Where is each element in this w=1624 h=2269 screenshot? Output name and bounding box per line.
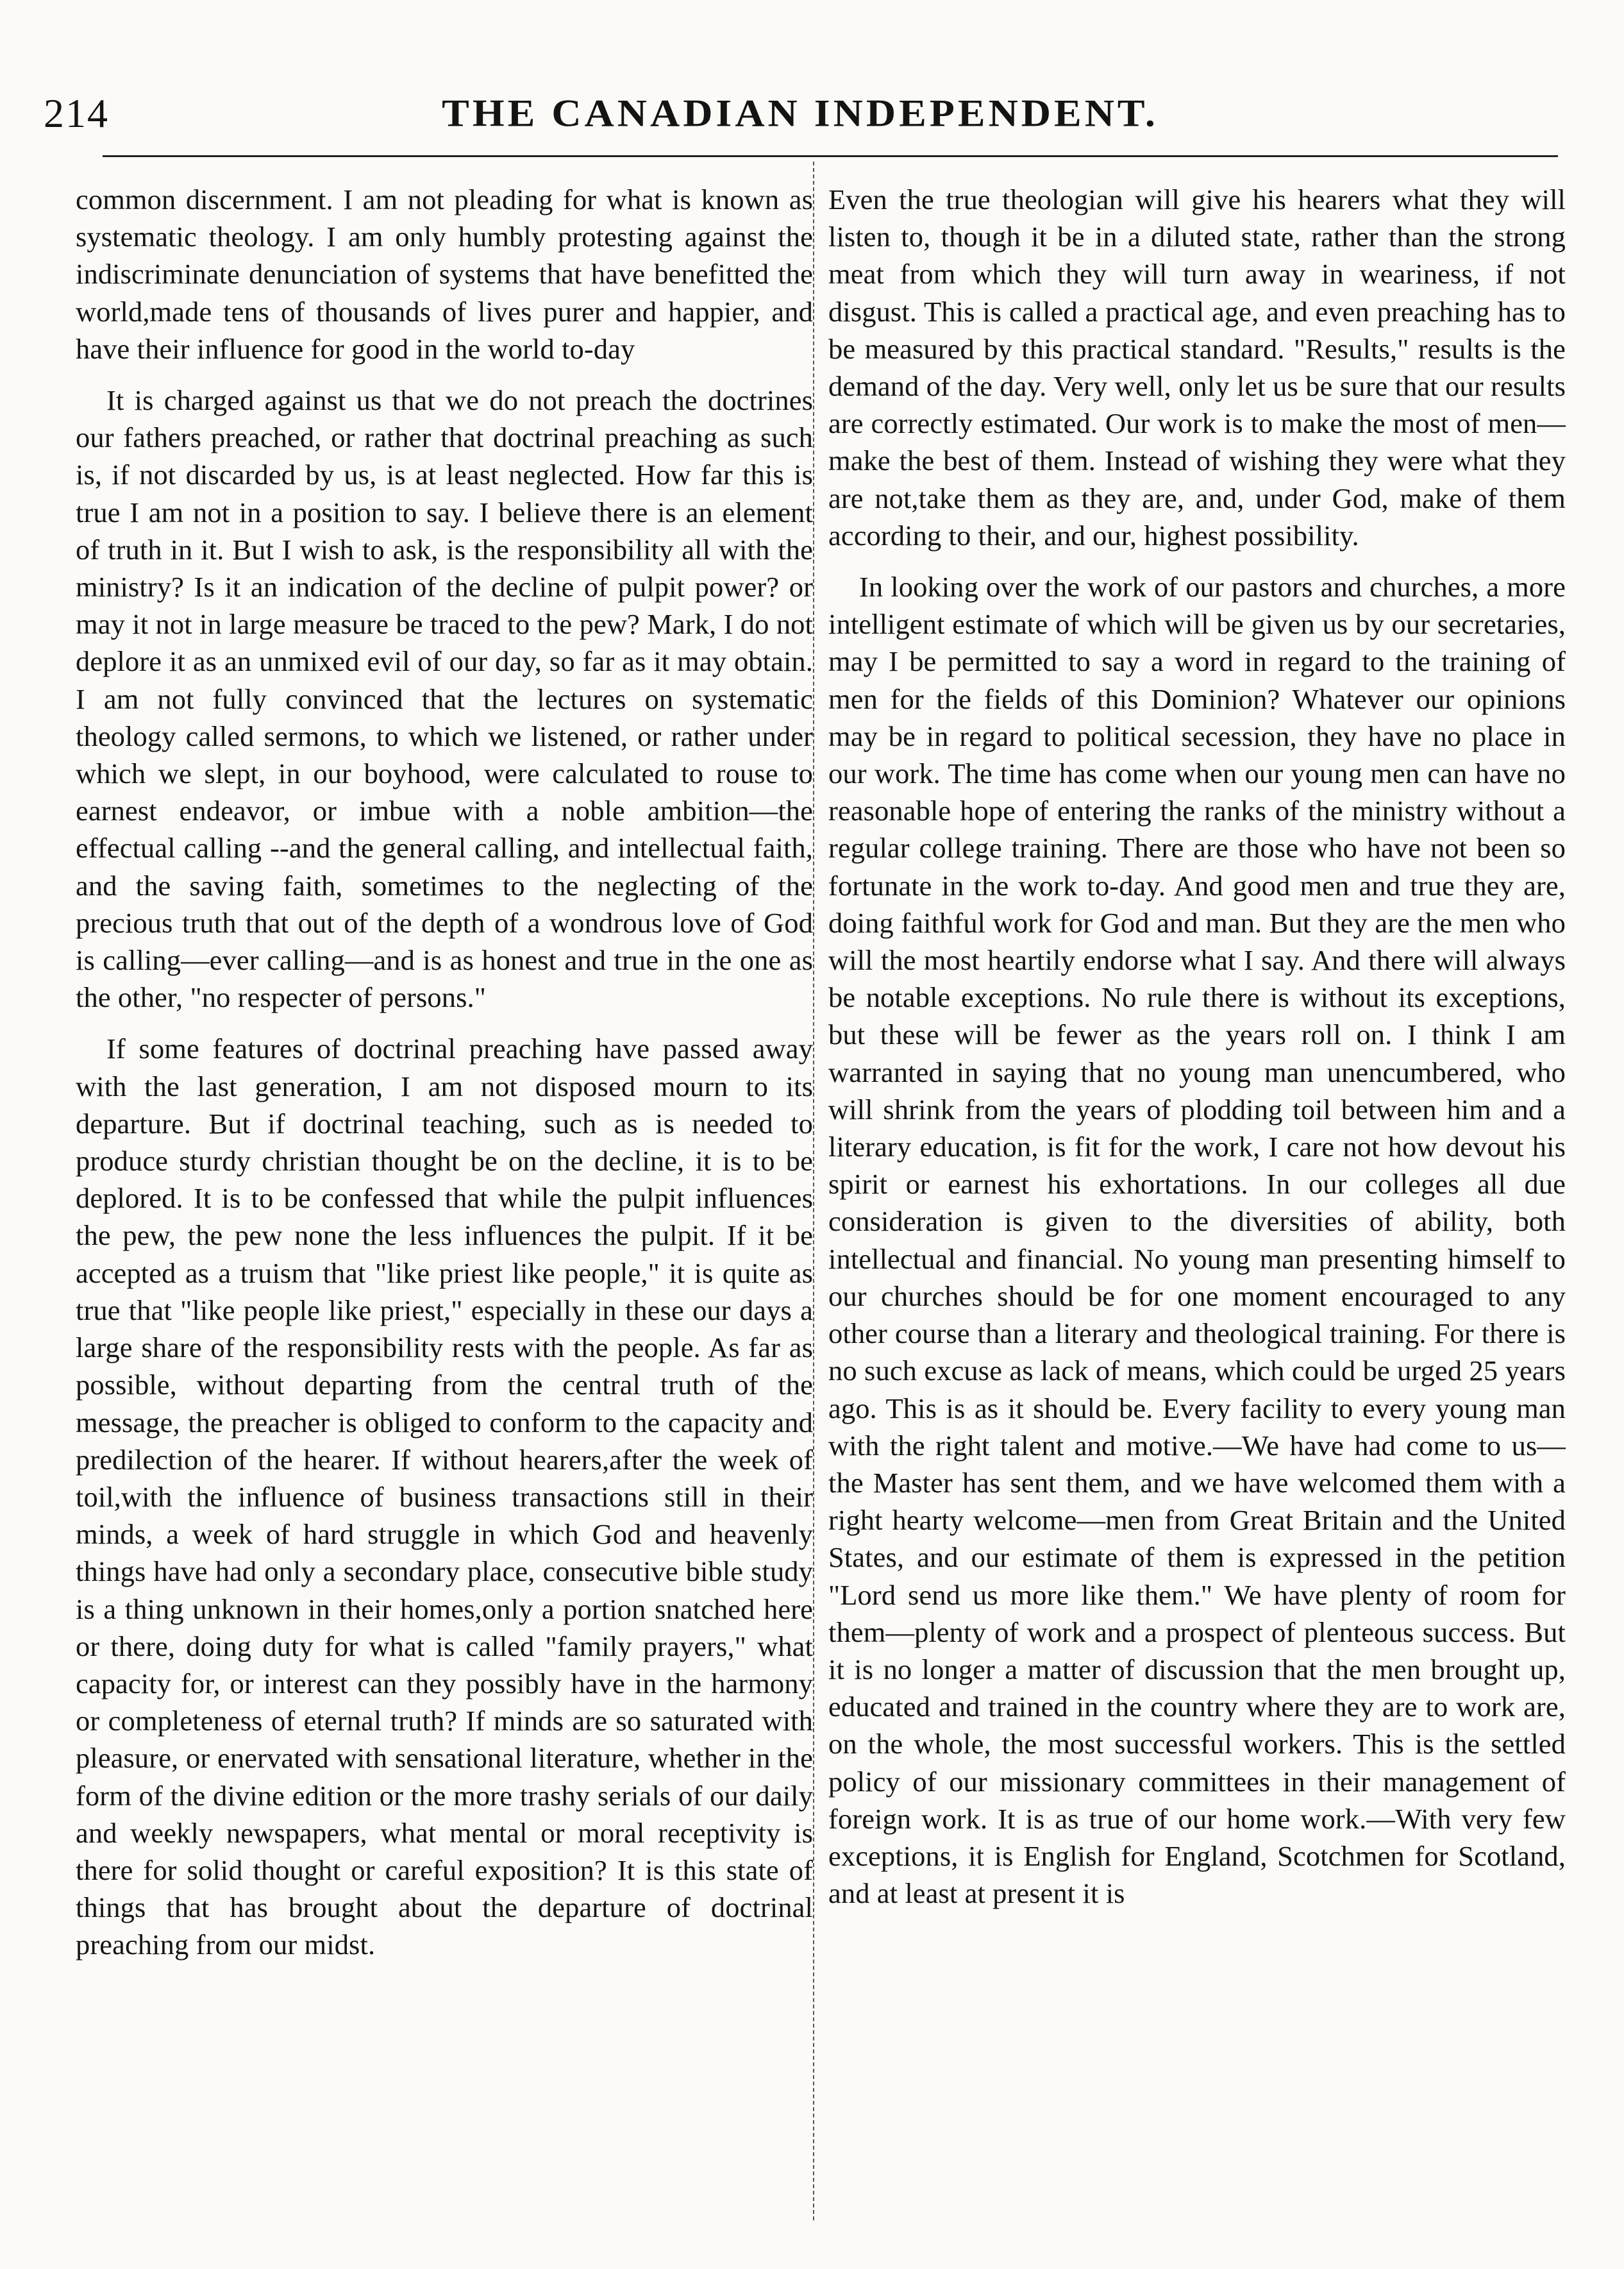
page-number: 214: [44, 90, 109, 136]
paragraph: common discernment. I am not pleading for what is known as systematic theology. I am only humbly protesting against the indiscriminate denunciation of systems that have benefitted the world,made tens of thousands of lives purer and happier, and have their influence for good in the world to-day: [76, 183, 813, 365]
running-title: THE CANADIAN INDEPENDENT.: [442, 92, 1159, 135]
header-rule: [103, 155, 1558, 157]
right-column: [828, 181, 1566, 1912]
page-header: [44, 90, 1557, 148]
paragraph: If some features of doctrinal preaching have passed away with the last generation, I am not disposed mourn to its departure. But if doctrinal teaching, such as is needed to produce sturdy christian thought be on the decline, it is to be deplored. It is to be confessed that while the pulpit influences the pew, the pew none the less influences the pulpit. If it be accepted as a truism that "like priest like people," it is quite as true that "like people like priest," especially in these our days a large share of the responsibility rests with the people. As far as possible, without departing from the central truth of the message, the preacher is obliged to conform to the capacity and predilection of the hearer. If without hearers,after the week of toil,with the influence of business transactions still in their minds, a week of hard struggle in which God and heavenly things have had only a secondary place, consecutive bible study is a thing unknown in their homes,only a portion snatched here or there, doing duty for what is called "family prayers," what capacity for, or interest can they possibly have in the harmony or completeness of eternal truth? If minds are so saturated with pleasure, or enervated with sensational literature, whether in the form of the divine edition or the more trashy serials of our daily and weekly newspapers, what mental or moral receptivity is there for solid thought or careful exposition? It is this state of things that has brought about the departure of doctrinal preaching from our midst.: [76, 1033, 813, 1961]
paragraph: It is charged against us that we do not preach the doctrines our fathers preached, or rather that doctrinal preaching as such is, if not discarded by us, is at least neglected. How far this is true I am not in a position to say. I believe there is an element of truth in it. But I wish to ask, is the responsibility all with the ministry? Is it an indication of the decline of pulpit power? or may it not in large measure be traced to the pew? Mark, I do not deplore it as an unmixed evil of our day, so far as it may obtain. I am not fully convinced that the lectures on systematic theology called sermons, to which we listened, or rather under which we slept, in our boyhood, were calculated to rouse to earnest endeavor, or imbue with a noble ambition—the effectual calling --and the general calling, and intellectual faith, and the saving faith, sometimes to the neglecting of the precious truth that out of the depth of a wondrous love of God is calling—ever calling—and is as honest and true in the one as the other, "no respecter of persons.": [76, 384, 813, 1014]
paragraph: Even the true theologian will give his hearers what they will listen to, though it be in a diluted state, rather than the strong meat from which they will turn away in weariness, if not disgust. This is called a practical age, and even preaching has to be measured by this practical standard. "Results," results is the demand of the day. Very well, only let us be sure that our results are correctly estimated. Our work is to make the most of men—make the best of them. Instead of wishing they were what they are not,take them as they are, and, under God, make of them according to their, and our, highest possibility.: [828, 183, 1566, 552]
paragraph: In looking over the work of our pastors and churches, a more intelligent estimate of which will be given us by our secretaries, may I be permitted to say a word in regard to the training of men for the fields of this Dominion? Whatever our opinions may be in regard to political secession, they have no place in our work. The time has come when our young men can have no reasonable hope of entering the ranks of the ministry without a regular college training. There are those who have not been so fortunate in the work to-day. And good men and true they are, doing faithful work for God and man. But they are the men who will the most heartily endorse what I say. And there will always be notable exceptions. No rule there is without its exceptions, but these will be fewer as the years roll on. I think I am warranted in saying that no young man unencumbered, who will shrink from the years of plodding toil between him and a literary education, is fit for the work, I care not how devout his spirit or earnest his exhortations. In our colleges all due consideration is given to the diversities of ability, both intellectual and financial. No young man presenting himself to our churches should be for one moment encouraged to any other course than a literary and theological training. For there is no such excuse as lack of means, which could be urged 25 years ago. This is as it should be. Every facility to every young man with the right talent and motive.—We have had come to us—the Master has sent them, and we have welcomed them with a right hearty welcome—men from Great Britain and the United States, and our estimate of them is expressed in the petition "Lord send us more like them." We have plenty of room for them—plenty of work and a prospect of plenteous success. But it is no longer a matter of discussion that the men brought up, educated and trained in the country where they are to work are, on the whole, the most successful workers. This is the settled policy of our missionary committees in their management of foreign work. It is as true of our home work.—With very few exceptions, it is English for England, Scotchmen for Scotland, and at least at present it is: [828, 571, 1566, 1910]
left-column: [76, 181, 813, 1964]
column-divider: [813, 162, 814, 2220]
